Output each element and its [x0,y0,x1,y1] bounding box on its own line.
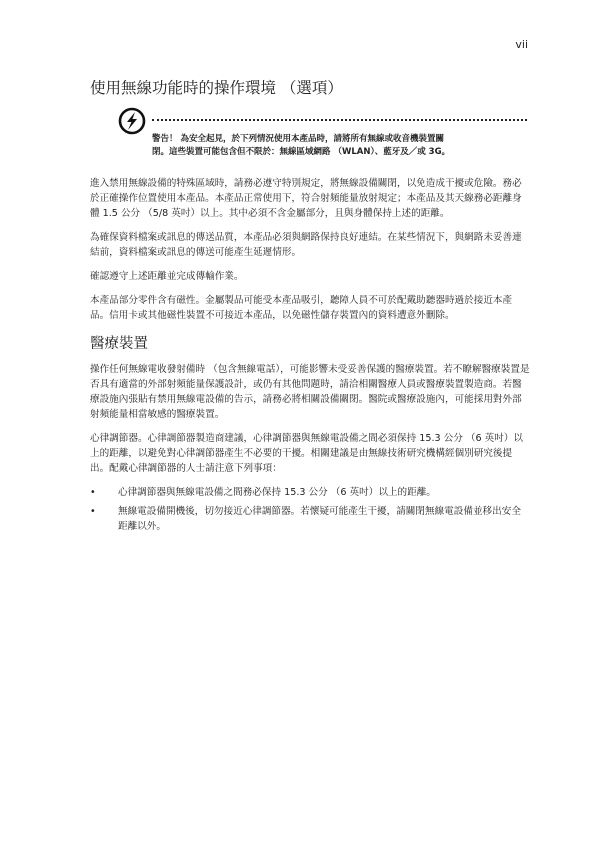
bullet-list [90,485,530,534]
paragraph: 操作任何無線電收發射備時 （包含無線電話），可能影響未受妥善保護的醫療裝置。若不瞭解醫療裝置是否具有適當的外部射頻能量保護設計，或仍有其他問題時，請洽相關醫療人員或醫療裝置製造商。若醫療設施內張貼有禁用無線電設備的告示，請務必將相關設備關閉。醫院或醫療設施內，可能採用對外部射頻能量相當敏感的醫療裝置。 [90,364,530,420]
paragraph: 心律調節器。心律調節器製造商建議，心律調節器與無線電設備之間必須保持 15.3 公分 （6 英吋）以上的距離，以避免對心律調節器產生不必要的干擾。相關建議是由無線技術研究機構經個別研究後提出。配戴心律調節器的人士請注意下列事項： [90,433,524,474]
warning-line-2: 閉。這些裝置可能包含但不限於：無線區域網路 （WLAN）、藍牙及／或 3G。 [152,147,451,157]
paragraph: 本產品部分零件含有磁性。金屬製品可能受本產品吸引，聽障人員不可於配戴助聽器時過於接近本產品。信用卡或其他磁性裝置不可接近本產品，以免磁性儲存裝置內的資料遭意外刪除。 [90,295,513,321]
bullet-icon: • [90,506,96,517]
list-item-text: 心律調節器與無線電設備之間務必保持 15.3 公分 （6 英吋）以上的距離。 [118,487,436,498]
page-number: vii [515,38,528,51]
list-item [90,504,530,534]
paragraph: 確認遵守上述距離並完成傳輸作業。 [90,271,244,282]
warning-text [152,133,532,159]
warning-line-1: 警告！ 為安全起見，於下列情況使用本產品時，請將所有無線或收音機裝置關 [152,134,444,144]
section-title-medical: 醫療裝置 [90,336,148,352]
list-item [90,485,530,500]
section-title-wireless: 使用無線功能時的操作環境 （選項） [90,79,343,97]
main-content [90,176,530,538]
bullet-icon: • [90,487,96,498]
paragraph: 進入禁用無線設備的特殊區域時，請務必遵守特別規定，將無線設備關閉，以免造成干擾或危險。務必於正確操作位置使用本產品。本產品正常使用下，符合射頻能量放射規定；本產品及其天線務必距離身體 1.5 公分 （5/8 英吋）以上。其中必須不含金屬部分，且與身體保持上述的距離。 [90,178,522,219]
lightning-bolt-icon [118,107,146,135]
list-item-text: 無線電設備開機後，切勿接近心律調節器。若懷疑可能產生干擾，請關閉無線電設備並移出安全距離以外。 [118,506,521,532]
paragraph: 為確保資料檔案或訊息的傳送品質，本產品必須與網路保持良好連結。在某些情況下，與網路未妥善連結前，資料檔案或訊息的傳送可能產生延遲情形。 [90,232,522,258]
warning-divider [152,119,527,121]
